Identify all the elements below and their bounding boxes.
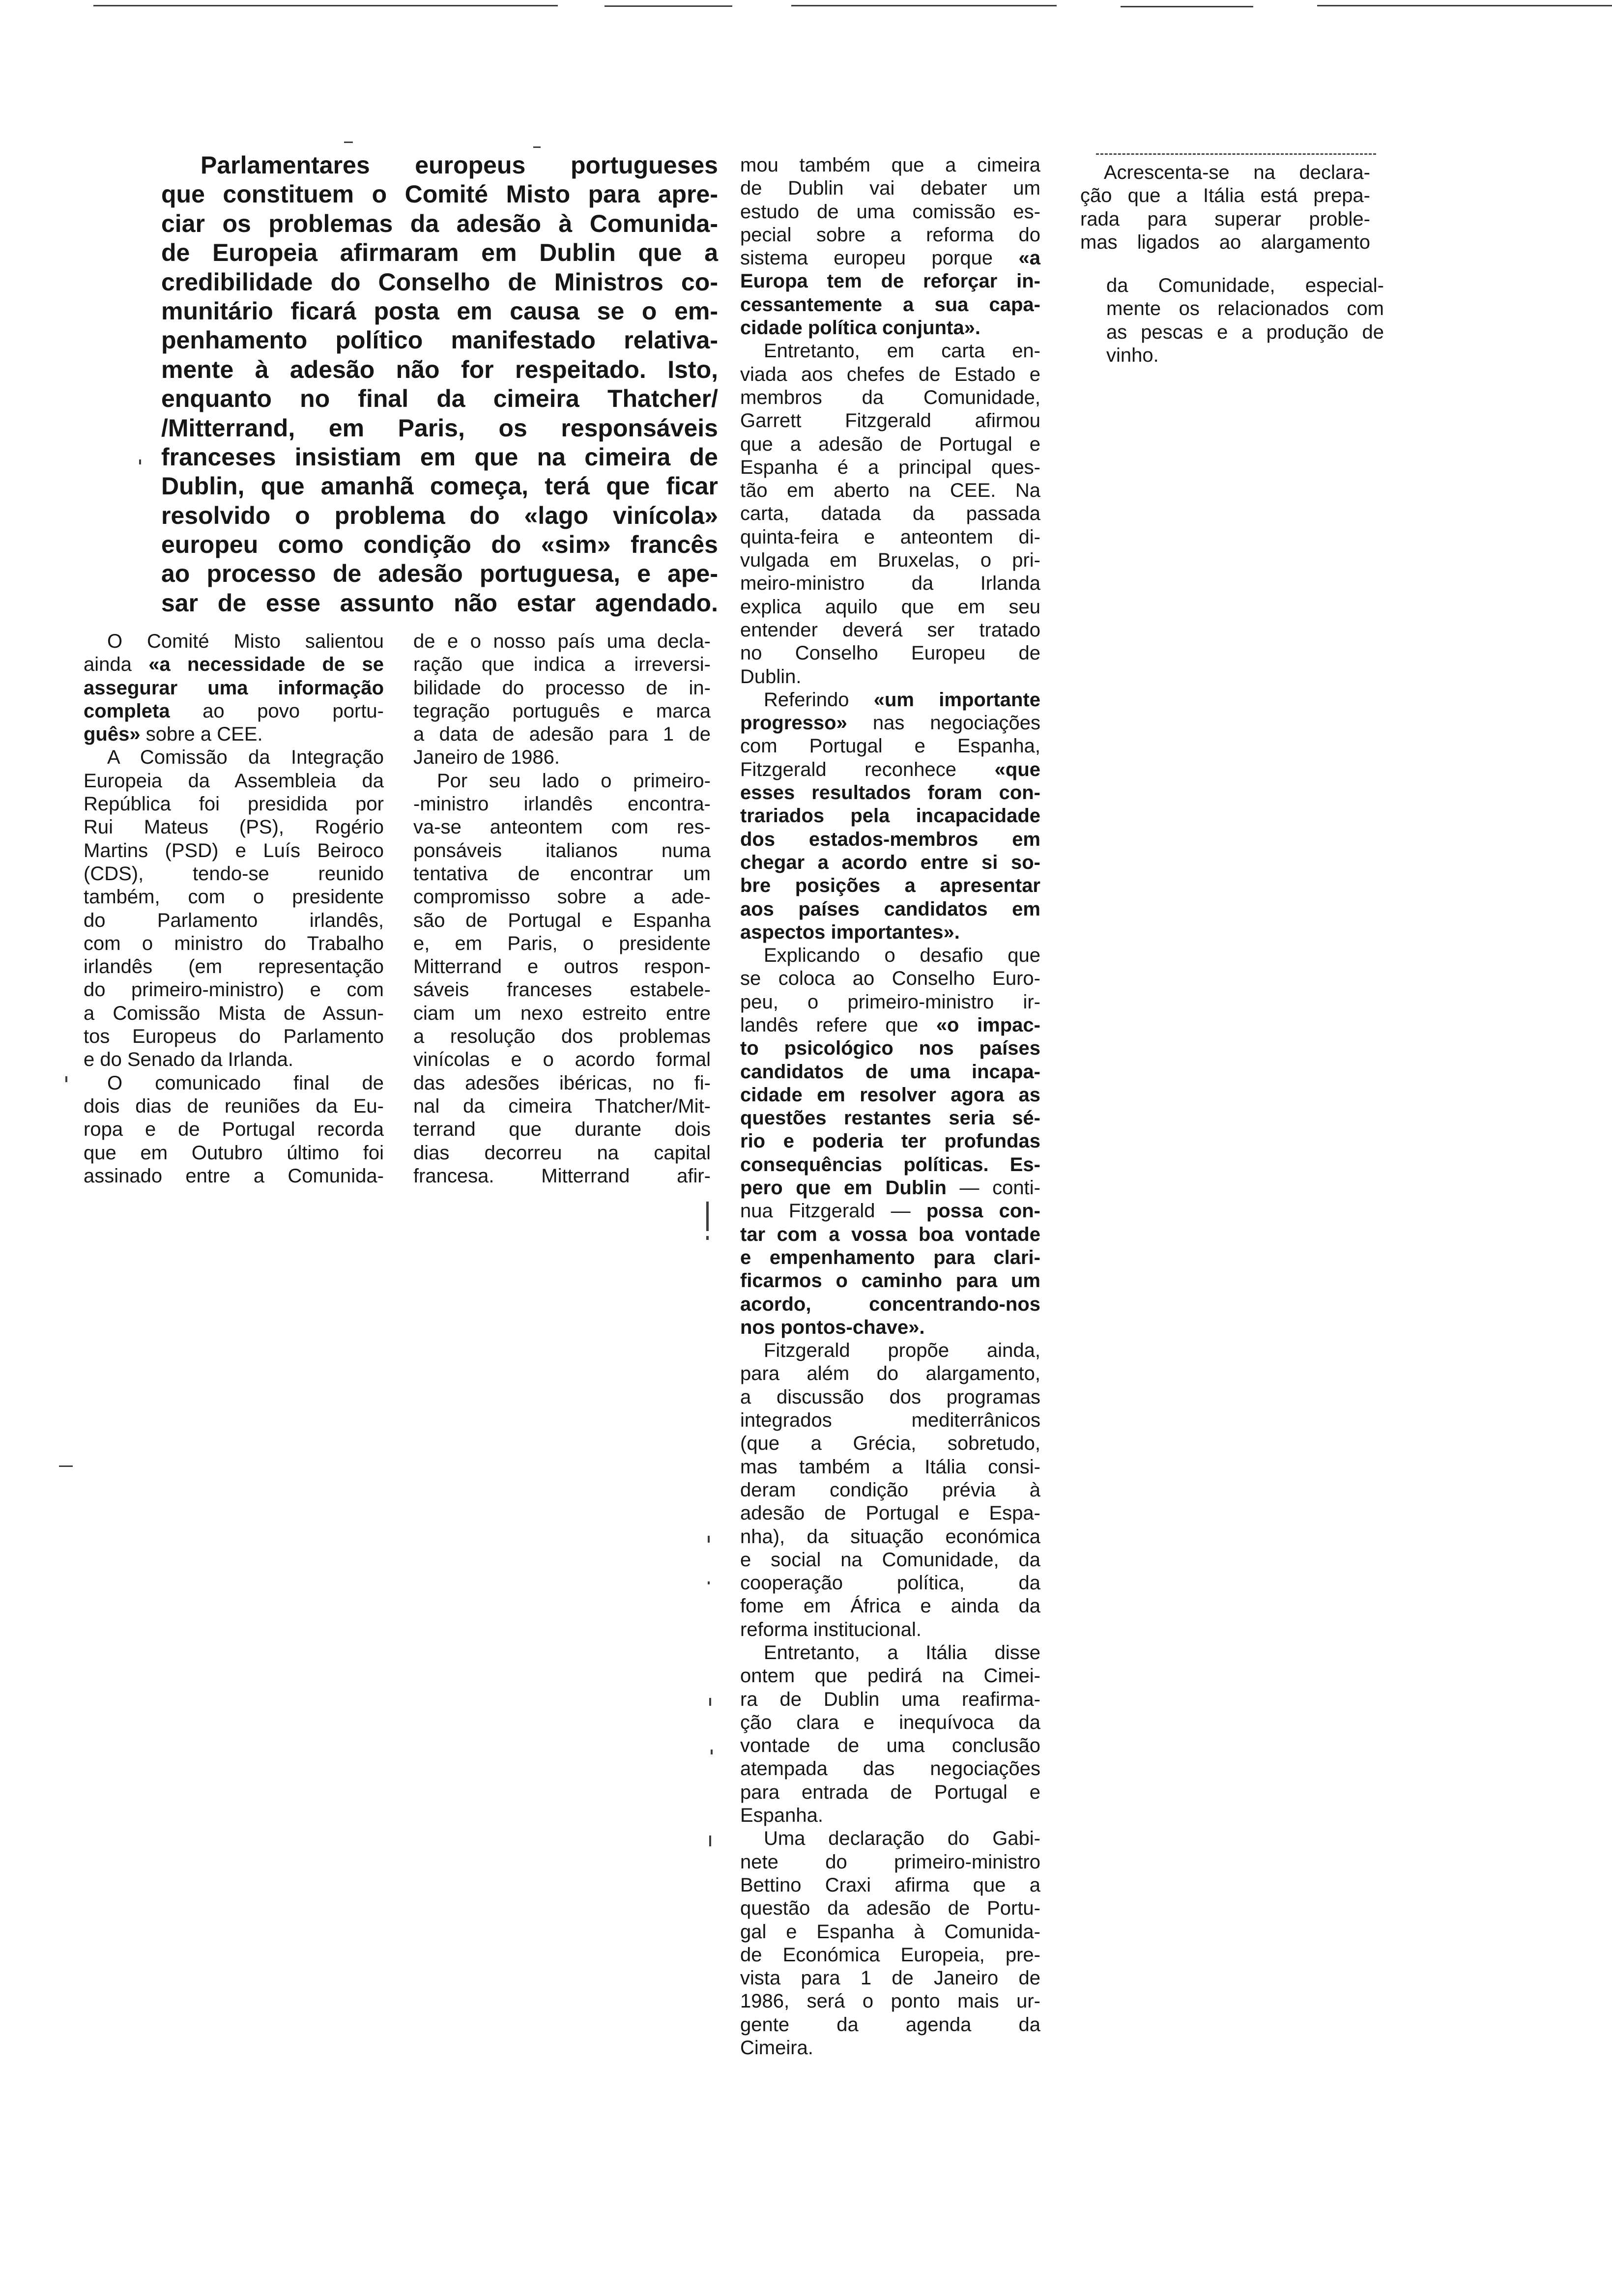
text-line: nha), da situação económica — [740, 1525, 1040, 1548]
text-line: viada aos chefes de Estado e — [740, 363, 1040, 385]
paragraph — [740, 1827, 1040, 2060]
text-line: ontem que pedirá na Cimei- — [740, 1665, 1040, 1687]
text-line: sar de esse assunto não estar agendado. — [161, 589, 718, 617]
scan-mark — [708, 1581, 710, 1584]
text-line — [740, 1061, 1040, 1084]
bold-text: bre posições a apresentar — [740, 875, 1040, 897]
bold-text: aos países candidatos em — [740, 898, 1040, 920]
bold-text: dos estados-membros em — [740, 828, 1040, 850]
text-line: /Mitterrand, em Paris, os responsáveis — [161, 414, 718, 442]
bold-text: aspectos importantes». — [740, 921, 960, 943]
text-line: nete do primeiro-ministro — [740, 1851, 1040, 1873]
bold-text: acordo, concentrando-nos — [740, 1293, 1040, 1315]
scan-mark — [706, 1202, 709, 1231]
paragraph — [740, 154, 1040, 340]
text-line: ração que indica a irreversi- — [413, 654, 711, 676]
text-line — [84, 653, 384, 676]
article-column-1 — [84, 630, 384, 1188]
bold-text: rio e poderia ter profundas — [740, 1130, 1040, 1152]
text-line: vista para 1 de Janeiro de — [740, 1967, 1040, 1989]
article-column-4-top — [1080, 161, 1370, 254]
text-line — [740, 1014, 1040, 1037]
text-line: munitário ficará posta em causa se o em- — [161, 297, 718, 325]
paragraph — [84, 630, 384, 746]
text-line: Martins (PSD) e Luís Beiroco — [84, 839, 384, 861]
text-line: meiro-ministro da Irlanda — [740, 573, 1040, 595]
text-line: vinícolas e o acordo formal — [413, 1049, 711, 1071]
text-line: (que a Grécia, sobretudo, — [740, 1433, 1040, 1455]
text-line: Por seu lado o primeiro- — [437, 770, 711, 792]
bold-text: questões restantes seria sé- — [740, 1107, 1040, 1129]
text-line — [740, 1130, 1040, 1153]
text-line: integrados mediterrânicos — [740, 1409, 1040, 1432]
paragraph — [161, 151, 718, 618]
scan-mark — [711, 1750, 713, 1754]
text-line: de Económica Europeia, pre- — [740, 1944, 1040, 1966]
text-line: vulgada em Bruxelas, o pri- — [740, 549, 1040, 572]
bold-text: to psicológico nos países — [740, 1037, 1040, 1060]
scan-mark — [709, 1698, 711, 1706]
text-line: adesão de Portugal e Espa- — [740, 1502, 1040, 1524]
article-column-3 — [740, 154, 1040, 2060]
text-line — [740, 758, 1040, 781]
text-line: tegração português e marca — [413, 700, 711, 722]
text-span: nas negociações — [847, 712, 1040, 734]
text-line: sáveis franceses estabele- — [413, 979, 711, 1001]
article-column-4-bottom — [1106, 274, 1384, 367]
text-line: carta, datada da passada — [740, 503, 1040, 525]
text-line — [740, 851, 1040, 874]
text-line: mas também a Itália consi- — [740, 1456, 1040, 1478]
bold-text: assegurar uma informação — [84, 677, 384, 699]
bold-text: chegar a acordo entre si so- — [740, 851, 1040, 873]
text-line: ropa e de Portugal recorda — [84, 1119, 384, 1141]
text-line: Janeiro de 1986. — [413, 746, 560, 769]
paragraph — [413, 630, 711, 770]
text-line: quinta-feira e anteontem di- — [740, 526, 1040, 548]
bold-text: candidatos de uma incapa- — [740, 1061, 1040, 1083]
text-line: que constituem o Comité Misto para apre- — [161, 180, 718, 208]
text-line — [740, 712, 1040, 735]
text-line: O Comité Misto salientou — [107, 631, 384, 652]
bold-text: «a — [1018, 247, 1040, 269]
text-line: a data de adesão para 1 de — [413, 723, 711, 746]
bold-text: Europa tem de reforçar in- — [740, 270, 1040, 292]
text-line: peu, o primeiro-ministro ir- — [740, 991, 1040, 1013]
text-line: entender deverá ser tratado — [740, 619, 1040, 641]
text-line — [740, 1107, 1040, 1130]
clipping-edge-line — [1317, 5, 1612, 6]
text-line: mente os relacionados com — [1106, 298, 1384, 320]
bold-text: completa — [84, 700, 170, 722]
text-line: rada para superar proble- — [1080, 208, 1370, 230]
text-line: Espanha é a principal ques- — [740, 456, 1040, 478]
bold-text: esses resultados foram con- — [740, 782, 1040, 804]
text-line: Garrett Fitzgerald afirmou — [740, 410, 1040, 432]
text-line: Parlamentares europeus portugueses — [201, 151, 718, 179]
text-line: questão da adesão de Portu- — [740, 1897, 1040, 1920]
text-line: compromisso sobre a ade- — [413, 886, 711, 908]
scan-mark — [706, 1236, 709, 1240]
text-line: terrand que durante dois — [413, 1119, 711, 1141]
text-line — [740, 293, 1040, 316]
text-span: ainda — [84, 654, 149, 676]
text-line: com Portugal e Espanha, — [740, 735, 1040, 757]
paragraph — [740, 944, 1040, 1339]
text-line: das adesões ibéricas, no fi- — [413, 1072, 711, 1094]
text-line: para além do alargamento, — [740, 1363, 1040, 1385]
text-line — [740, 247, 1040, 270]
bold-text: «um importante — [873, 689, 1040, 711]
text-line: -ministro irlandês encontra- — [413, 793, 711, 815]
text-line — [740, 804, 1040, 828]
text-line: A Comissão da Integração — [107, 746, 384, 769]
text-line — [740, 1200, 1040, 1223]
text-line: gente da agenda da — [740, 2013, 1040, 2036]
text-line: também, com o presidente — [84, 886, 384, 908]
text-line: Rui Mateus (PS), Rogério — [84, 816, 384, 838]
text-line: vontade de uma conclusão — [740, 1735, 1040, 1757]
bold-text: nos pontos-chave». — [740, 1316, 925, 1338]
text-line: as pescas e a produção de — [1106, 321, 1384, 343]
text-line: ção clara e inequívoca da — [740, 1711, 1040, 1733]
text-line: gal e Espanha à Comunida- — [740, 1921, 1040, 1943]
text-line — [740, 781, 1040, 804]
text-line: Mitterrand e outros respon- — [413, 956, 711, 978]
text-line: ção que a Itália está prepa- — [1080, 185, 1370, 207]
text-line — [740, 1316, 1040, 1339]
bold-text: pero que em Dublin — [740, 1177, 947, 1199]
text-line: Europeia da Assembleia da — [84, 770, 384, 792]
bold-text: guês» — [84, 723, 141, 746]
text-line: e, em Paris, o presidente — [413, 932, 711, 954]
text-line: penhamento político manifestado relativa- — [161, 326, 718, 354]
text-line: francesa. Mitterrand afir- — [413, 1165, 711, 1187]
text-line: a resolução dos problemas — [413, 1026, 711, 1048]
text-span: sobre a CEE. — [140, 723, 263, 746]
bold-text: cidade em resolver agora as — [740, 1084, 1040, 1106]
text-line: com o ministro do Trabalho — [84, 932, 384, 954]
text-line: de Dublin vai debater um — [740, 177, 1040, 200]
text-line: (CDS), tendo-se reunido — [84, 862, 384, 885]
text-line — [740, 1293, 1040, 1316]
text-line: cooperação política, da — [740, 1572, 1040, 1594]
bold-text: progresso» — [740, 712, 847, 734]
text-line — [740, 1223, 1040, 1246]
text-line: ao processo de adesão portuguesa, e ape- — [161, 560, 718, 588]
text-line: de Europeia afirmaram em Dublin que a — [161, 239, 718, 267]
text-line — [740, 270, 1040, 293]
text-line — [740, 316, 1040, 340]
text-line: estudo de uma comissão es- — [740, 201, 1040, 223]
text-line — [740, 1153, 1040, 1177]
bold-text: possa con- — [926, 1200, 1040, 1222]
text-line: membros da Comunidade, — [740, 386, 1040, 408]
bold-text: ficarmos o caminho para um — [740, 1270, 1040, 1292]
bold-text: «que — [994, 758, 1040, 780]
text-line: Acrescenta-se na declara- — [1104, 162, 1370, 183]
bold-text: consequências políticas. Es- — [740, 1153, 1040, 1176]
text-line — [84, 700, 384, 723]
paragraph — [84, 746, 384, 1071]
text-line: do primeiro-ministro) e com — [84, 979, 384, 1001]
paragraph — [740, 1641, 1040, 1827]
text-line: mou também que a cimeira — [740, 154, 1040, 176]
text-line — [84, 723, 384, 746]
text-line: vinho. — [1106, 344, 1159, 366]
text-line: Uma declaração do Gabi- — [764, 1828, 1040, 1850]
text-line — [740, 828, 1040, 851]
text-line — [740, 874, 1040, 897]
bold-text: «a necessidade de se — [148, 654, 384, 676]
text-line: tos Europeus do Parlamento — [84, 1026, 384, 1048]
paragraph — [1106, 274, 1384, 367]
scan-mark — [533, 146, 541, 148]
clipping-edge-line — [1121, 6, 1253, 7]
text-line: va-se anteontem com res- — [413, 816, 711, 838]
text-span: nua Fitzgerald — — [740, 1200, 926, 1222]
text-span: — conti- — [946, 1177, 1040, 1199]
text-line: no Conselho Europeu de — [740, 642, 1040, 664]
text-line: ponsáveis italianos numa — [413, 839, 711, 861]
text-line: da Comunidade, especial- — [1106, 275, 1384, 296]
text-line: mente à adesão não for respeitado. Isto, — [161, 355, 718, 383]
text-line: ciam um nexo estreito entre — [413, 1002, 711, 1024]
text-line: ciar os problemas da adesão à Comunida- — [161, 209, 718, 237]
text-line: nal da cimeira Thatcher/Mit- — [413, 1095, 711, 1117]
clipping-edge-dashed — [1096, 153, 1376, 155]
scan-mark — [709, 1836, 711, 1846]
text-line: são de Portugal e Espanha — [413, 909, 711, 931]
text-line: dois dias de reuniões da Eu- — [84, 1095, 384, 1117]
text-line: tão em aberto na CEE. Na — [740, 480, 1040, 502]
text-line: 1986, será o ponto mais ur- — [740, 1990, 1040, 2012]
text-line: explica aquilo que em seu — [740, 596, 1040, 618]
text-span: Fitzgerald reconhece — [740, 758, 995, 780]
text-line: para entrada de Portugal e — [740, 1781, 1040, 1803]
bold-text: cessantemente a sua capa- — [740, 293, 1040, 316]
text-line: Explicando o desafio que — [764, 945, 1040, 967]
text-line: dias decorreu na capital — [413, 1142, 711, 1164]
text-line: resolvido o problema do «lago vinícola» — [161, 501, 718, 529]
text-line: enquanto no final da cimeira Thatcher/ — [161, 385, 718, 413]
clipping-edge-line — [93, 5, 558, 6]
text-line: de e o nosso país uma decla- — [413, 631, 711, 652]
text-line: e social na Comunidade, da — [740, 1549, 1040, 1571]
text-line: se coloca ao Conselho Euro- — [740, 968, 1040, 990]
text-line — [740, 1269, 1040, 1292]
text-line: que em Outubro último foi — [84, 1142, 384, 1164]
text-line: tentativa de encontrar um — [413, 862, 711, 885]
text-span: Referindo — [764, 689, 874, 711]
text-line — [740, 921, 1040, 944]
bold-text: «o impac- — [936, 1014, 1040, 1036]
text-line: Fitzgerald propõe ainda, — [764, 1340, 1040, 1362]
text-line: pecial sobre a reforma do — [740, 224, 1040, 246]
paragraph — [740, 1339, 1040, 1641]
text-line: Cimeira. — [740, 2037, 813, 2059]
text-line: que a adesão de Portugal e — [740, 433, 1040, 455]
text-line: O comunicado final de — [107, 1072, 384, 1094]
paragraph — [413, 770, 711, 1188]
text-line: a Comissão Mista de Assun- — [84, 1002, 384, 1024]
text-line: mas ligados ao alargamento — [1080, 231, 1370, 253]
text-line: europeu como condição do «sim» francês — [161, 531, 718, 559]
bold-text: e empenhamento para clari- — [740, 1246, 1040, 1268]
text-line: Espanha. — [740, 1805, 824, 1827]
text-line: Dublin. — [740, 665, 802, 688]
text-line — [740, 898, 1040, 921]
text-line — [84, 677, 384, 700]
text-line: irlandês (em representação — [84, 956, 384, 978]
text-line: ra de Dublin uma reafirma- — [740, 1688, 1040, 1710]
text-line: franceses insistiam em que na cimeira de — [161, 443, 718, 471]
text-line: Dublin, que amanhã começa, terá que ficar — [161, 472, 718, 500]
text-line: deram condição prévia à — [740, 1479, 1040, 1501]
text-line — [740, 689, 1040, 712]
text-line: atempada das negociações — [740, 1758, 1040, 1780]
text-line: Entretanto, a Itália disse — [764, 1642, 1040, 1664]
clipping-edge-line — [791, 5, 1057, 6]
clipping-edge-line — [604, 5, 732, 7]
text-line: Entretanto, em carta en- — [764, 340, 1040, 362]
text-span: landês refere que — [740, 1014, 936, 1036]
scan-mark — [65, 1076, 67, 1082]
scan-mark — [139, 459, 141, 464]
text-span: sistema europeu porque — [740, 247, 1019, 269]
text-line: a discussão dos programas — [740, 1386, 1040, 1408]
article-column-2 — [413, 630, 711, 1188]
bold-text: trariados pela incapacidade — [740, 805, 1040, 827]
text-line: assinado entre a Comunida- — [84, 1165, 384, 1187]
text-line — [740, 1037, 1040, 1060]
text-line: credibilidade do Conselho de Ministros co- — [161, 268, 718, 296]
paragraph — [1080, 161, 1370, 254]
paragraph — [84, 1072, 384, 1188]
text-line — [740, 1246, 1040, 1269]
paragraph — [740, 689, 1040, 944]
paragraph — [740, 340, 1040, 688]
scan-mark — [708, 1536, 710, 1543]
bold-text: cidade política conjunta». — [740, 317, 980, 339]
scan-mark — [344, 142, 353, 143]
text-span: ao povo portu- — [170, 700, 384, 722]
text-line: bilidade do processo de in- — [413, 677, 711, 699]
scan-mark — [59, 1465, 73, 1467]
text-line: reforma institucional. — [740, 1618, 922, 1640]
text-line: Bettino Craxi afirma que a — [740, 1874, 1040, 1896]
text-line: do Parlamento irlandês, — [84, 909, 384, 931]
bold-text: tar com a vossa boa vontade — [740, 1223, 1040, 1245]
text-line: fome em África e ainda da — [740, 1595, 1040, 1617]
text-line: República foi presidida por — [84, 793, 384, 815]
text-line — [740, 1084, 1040, 1107]
lead-paragraph — [161, 151, 718, 618]
text-line: e do Senado da Irlanda. — [84, 1049, 294, 1071]
text-line — [740, 1177, 1040, 1200]
